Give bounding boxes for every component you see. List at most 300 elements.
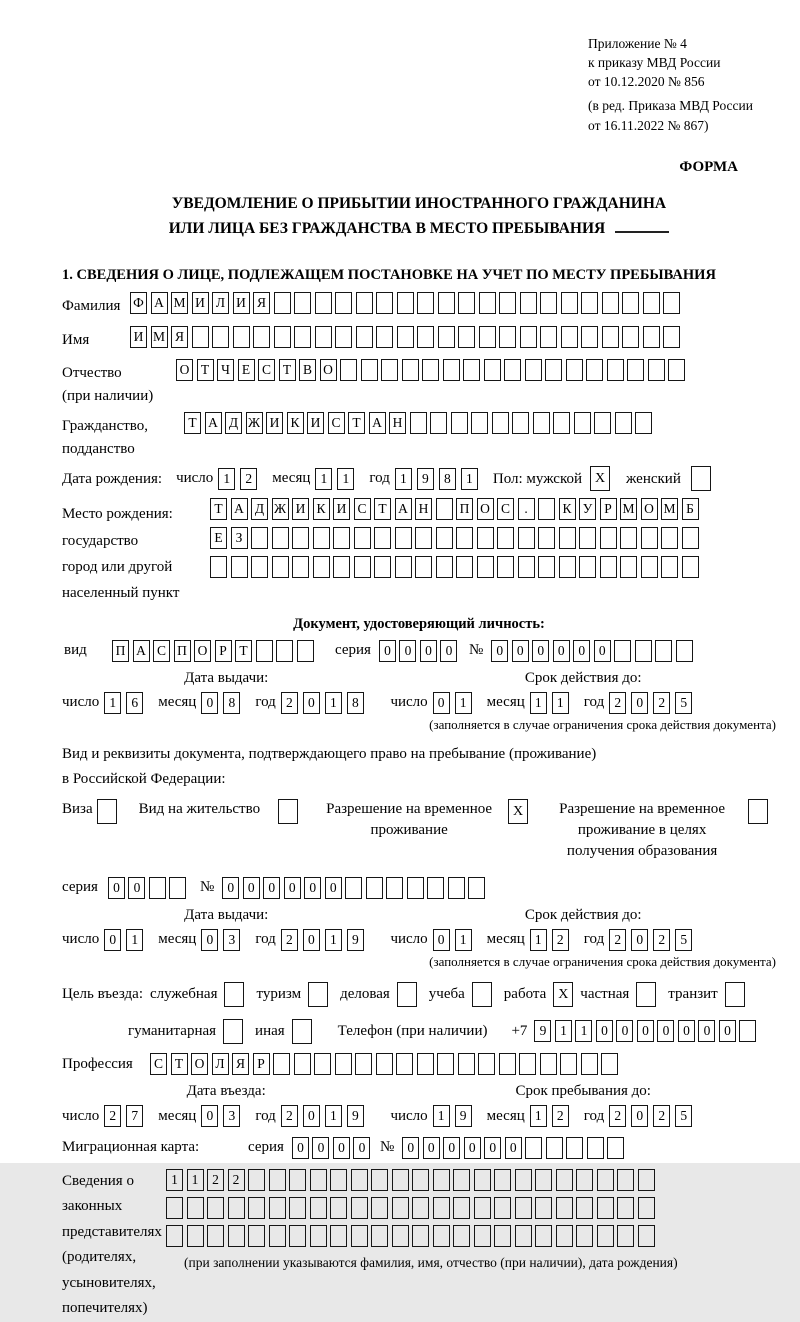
char-box[interactable]: 0 [637, 1020, 654, 1042]
char-box[interactable] [417, 1053, 434, 1075]
char-box[interactable]: 0 [596, 1020, 613, 1042]
char-box[interactable]: 0 [616, 1020, 633, 1042]
char-box[interactable] [330, 1169, 347, 1191]
char-box[interactable]: 1 [455, 929, 472, 951]
char-box[interactable]: 3 [223, 929, 240, 951]
stay-issue-month[interactable] [201, 929, 245, 951]
char-box[interactable] [576, 1197, 593, 1219]
char-box[interactable] [297, 640, 314, 662]
char-box[interactable] [351, 1225, 368, 1247]
char-box[interactable] [538, 556, 555, 578]
stay-until-month[interactable] [530, 1105, 574, 1127]
char-box[interactable] [313, 556, 330, 578]
char-box[interactable] [356, 292, 373, 314]
char-box[interactable] [620, 556, 637, 578]
char-box[interactable] [335, 1053, 352, 1075]
char-box[interactable]: 2 [281, 692, 298, 714]
char-box[interactable] [518, 527, 535, 549]
char-box[interactable] [576, 1169, 593, 1191]
char-box[interactable]: И [130, 326, 147, 348]
char-box[interactable]: 0 [402, 1137, 419, 1159]
char-box[interactable] [294, 1053, 311, 1075]
char-box[interactable] [330, 1197, 347, 1219]
char-box[interactable]: 0 [399, 640, 416, 662]
purpose-study-checkbox[interactable] [472, 982, 492, 1007]
char-box[interactable]: П [112, 640, 129, 662]
char-box[interactable]: Т [235, 640, 252, 662]
char-box[interactable]: 1 [325, 1105, 342, 1127]
char-box[interactable] [294, 326, 311, 348]
char-box[interactable]: 2 [552, 929, 569, 951]
char-box[interactable]: Ж [246, 412, 263, 434]
char-box[interactable]: 0 [104, 929, 121, 951]
char-box[interactable]: . [518, 498, 535, 520]
char-box[interactable] [395, 527, 412, 549]
char-box[interactable]: 0 [464, 1137, 481, 1159]
char-box[interactable]: М [171, 292, 188, 314]
char-box[interactable]: Ж [272, 498, 289, 520]
char-box[interactable] [166, 1197, 183, 1219]
char-box[interactable]: Т [348, 412, 365, 434]
char-box[interactable]: 9 [455, 1105, 472, 1127]
char-box[interactable]: 1 [461, 468, 478, 490]
char-box[interactable]: 5 [675, 929, 692, 951]
char-box[interactable] [453, 1169, 470, 1191]
char-box[interactable] [614, 640, 631, 662]
char-box[interactable] [474, 1225, 491, 1247]
char-box[interactable]: А [231, 498, 248, 520]
char-box[interactable]: С [153, 640, 170, 662]
char-box[interactable] [228, 1225, 245, 1247]
char-box[interactable]: Н [415, 498, 432, 520]
char-box[interactable]: Т [374, 498, 391, 520]
char-box[interactable]: 2 [240, 468, 257, 490]
char-box[interactable]: 0 [333, 1137, 350, 1159]
char-box[interactable] [478, 1053, 495, 1075]
char-box[interactable]: 1 [337, 468, 354, 490]
char-box[interactable]: 5 [675, 1105, 692, 1127]
char-box[interactable]: 0 [678, 1020, 695, 1042]
purpose-humanitarian-checkbox[interactable] [223, 1019, 243, 1044]
char-box[interactable] [207, 1225, 224, 1247]
char-box[interactable] [314, 1053, 331, 1075]
char-box[interactable]: 1 [555, 1020, 572, 1042]
citizenship-field[interactable] [184, 412, 656, 434]
char-box[interactable]: 0 [353, 1137, 370, 1159]
char-box[interactable] [415, 556, 432, 578]
char-box[interactable] [376, 326, 393, 348]
char-box[interactable] [576, 1225, 593, 1247]
char-box[interactable] [438, 326, 455, 348]
char-box[interactable] [402, 359, 419, 381]
char-box[interactable] [315, 292, 332, 314]
char-box[interactable] [273, 1053, 290, 1075]
char-box[interactable]: 0 [420, 640, 437, 662]
char-box[interactable]: У [579, 498, 596, 520]
char-box[interactable] [248, 1169, 265, 1191]
char-box[interactable] [456, 556, 473, 578]
char-box[interactable] [292, 556, 309, 578]
char-box[interactable] [622, 292, 639, 314]
char-box[interactable] [655, 640, 672, 662]
char-box[interactable] [520, 326, 537, 348]
char-box[interactable]: И [333, 498, 350, 520]
char-box[interactable]: 9 [347, 1105, 364, 1127]
char-box[interactable]: 1 [325, 929, 342, 951]
char-box[interactable]: 9 [347, 929, 364, 951]
purpose-business-checkbox[interactable] [397, 982, 417, 1007]
purpose-work-checkbox[interactable]: X [553, 982, 573, 1007]
char-box[interactable] [458, 1053, 475, 1075]
char-box[interactable]: 2 [653, 1105, 670, 1127]
stay-issue-day[interactable] [104, 929, 148, 951]
char-box[interactable]: 0 [553, 640, 570, 662]
char-box[interactable] [458, 326, 475, 348]
char-box[interactable] [468, 877, 485, 899]
char-box[interactable] [607, 1137, 624, 1159]
char-box[interactable] [499, 292, 516, 314]
char-box[interactable] [545, 359, 562, 381]
char-box[interactable] [586, 359, 603, 381]
char-box[interactable]: 0 [433, 929, 450, 951]
phone-field[interactable] [534, 1020, 760, 1042]
char-box[interactable] [535, 1169, 552, 1191]
id-issue-month[interactable] [201, 692, 245, 714]
char-box[interactable]: 0 [303, 929, 320, 951]
char-box[interactable]: С [150, 1053, 167, 1075]
char-box[interactable]: Л [212, 1053, 229, 1075]
char-box[interactable] [471, 412, 488, 434]
char-box[interactable] [333, 556, 350, 578]
id-doc-type-field[interactable] [112, 640, 317, 662]
id-valid-day[interactable] [433, 692, 477, 714]
char-box[interactable] [615, 412, 632, 434]
char-box[interactable] [540, 326, 557, 348]
char-box[interactable] [453, 1225, 470, 1247]
char-box[interactable]: Н [389, 412, 406, 434]
char-box[interactable] [540, 1053, 557, 1075]
char-box[interactable] [396, 1053, 413, 1075]
birth-day-field[interactable] [218, 468, 262, 490]
char-box[interactable] [535, 1197, 552, 1219]
char-box[interactable]: М [151, 326, 168, 348]
char-box[interactable] [525, 1137, 542, 1159]
char-box[interactable] [417, 326, 434, 348]
char-box[interactable] [682, 527, 699, 549]
char-box[interactable] [641, 527, 658, 549]
char-box[interactable] [494, 1169, 511, 1191]
char-box[interactable]: 0 [303, 692, 320, 714]
char-box[interactable]: О [477, 498, 494, 520]
char-box[interactable] [436, 498, 453, 520]
representatives-row1[interactable] [166, 1169, 678, 1191]
char-box[interactable] [361, 359, 378, 381]
char-box[interactable] [187, 1225, 204, 1247]
char-box[interactable]: А [205, 412, 222, 434]
char-box[interactable] [638, 1225, 655, 1247]
char-box[interactable]: 2 [552, 1105, 569, 1127]
char-box[interactable]: И [292, 498, 309, 520]
char-box[interactable]: В [299, 359, 316, 381]
char-box[interactable]: 2 [609, 929, 626, 951]
char-box[interactable] [456, 527, 473, 549]
char-box[interactable]: 0 [292, 1137, 309, 1159]
char-box[interactable]: 1 [325, 692, 342, 714]
char-box[interactable]: 2 [281, 1105, 298, 1127]
char-box[interactable] [392, 1169, 409, 1191]
char-box[interactable]: 1 [104, 692, 121, 714]
char-box[interactable]: Д [251, 498, 268, 520]
char-box[interactable]: А [395, 498, 412, 520]
char-box[interactable] [494, 1225, 511, 1247]
char-box[interactable]: 0 [631, 1105, 648, 1127]
char-box[interactable] [474, 1197, 491, 1219]
char-box[interactable]: 2 [653, 929, 670, 951]
char-box[interactable] [335, 326, 352, 348]
stay-number-field[interactable] [222, 877, 489, 899]
char-box[interactable]: З [231, 527, 248, 549]
char-box[interactable] [330, 1225, 347, 1247]
entry-day[interactable] [104, 1105, 148, 1127]
char-box[interactable] [192, 326, 209, 348]
char-box[interactable]: Ф [130, 292, 147, 314]
char-box[interactable] [518, 556, 535, 578]
char-box[interactable] [274, 292, 291, 314]
char-box[interactable] [422, 359, 439, 381]
char-box[interactable]: 7 [126, 1105, 143, 1127]
char-box[interactable]: 2 [104, 1105, 121, 1127]
char-box[interactable]: С [354, 498, 371, 520]
char-box[interactable] [638, 1169, 655, 1191]
char-box[interactable] [556, 1169, 573, 1191]
char-box[interactable] [412, 1225, 429, 1247]
char-box[interactable]: А [369, 412, 386, 434]
char-box[interactable] [433, 1169, 450, 1191]
char-box[interactable]: 0 [312, 1137, 329, 1159]
char-box[interactable] [392, 1197, 409, 1219]
char-box[interactable] [594, 412, 611, 434]
char-box[interactable]: 2 [653, 692, 670, 714]
char-box[interactable] [269, 1197, 286, 1219]
char-box[interactable] [417, 292, 434, 314]
char-box[interactable]: 0 [108, 877, 125, 899]
char-box[interactable] [739, 1020, 756, 1042]
char-box[interactable] [668, 359, 685, 381]
char-box[interactable] [386, 877, 403, 899]
char-box[interactable]: А [151, 292, 168, 314]
char-box[interactable]: 0 [631, 692, 648, 714]
char-box[interactable]: 0 [440, 640, 457, 662]
char-box[interactable] [392, 1225, 409, 1247]
char-box[interactable]: 2 [228, 1169, 245, 1191]
char-box[interactable] [310, 1225, 327, 1247]
char-box[interactable] [458, 292, 475, 314]
char-box[interactable] [600, 527, 617, 549]
char-box[interactable]: 0 [505, 1137, 522, 1159]
char-box[interactable]: О [176, 359, 193, 381]
char-box[interactable]: 0 [573, 640, 590, 662]
char-box[interactable]: П [456, 498, 473, 520]
char-box[interactable]: К [287, 412, 304, 434]
char-box[interactable] [581, 326, 598, 348]
char-box[interactable] [540, 292, 557, 314]
char-box[interactable] [272, 527, 289, 549]
char-box[interactable] [315, 326, 332, 348]
char-box[interactable] [663, 326, 680, 348]
char-box[interactable]: Ч [217, 359, 234, 381]
char-box[interactable] [533, 412, 550, 434]
char-box[interactable] [437, 1053, 454, 1075]
char-box[interactable]: 0 [243, 877, 260, 899]
char-box[interactable] [477, 527, 494, 549]
char-box[interactable] [335, 292, 352, 314]
char-box[interactable]: 0 [631, 929, 648, 951]
char-box[interactable] [149, 877, 166, 899]
birthplace-row2[interactable] [210, 527, 702, 549]
char-box[interactable]: 2 [609, 692, 626, 714]
char-box[interactable]: 1 [395, 468, 412, 490]
char-box[interactable] [355, 1053, 372, 1075]
char-box[interactable] [499, 1053, 516, 1075]
char-box[interactable] [617, 1225, 634, 1247]
char-box[interactable]: 0 [284, 877, 301, 899]
char-box[interactable] [436, 556, 453, 578]
char-box[interactable] [340, 359, 357, 381]
char-box[interactable] [581, 1053, 598, 1075]
char-box[interactable]: 0 [325, 877, 342, 899]
char-box[interactable]: Т [197, 359, 214, 381]
char-box[interactable] [484, 359, 501, 381]
char-box[interactable] [601, 1053, 618, 1075]
char-box[interactable] [661, 527, 678, 549]
char-box[interactable] [430, 412, 447, 434]
char-box[interactable] [371, 1197, 388, 1219]
purpose-other-checkbox[interactable] [292, 1019, 312, 1044]
char-box[interactable] [602, 326, 619, 348]
char-box[interactable]: Р [253, 1053, 270, 1075]
purpose-transit-checkbox[interactable] [725, 982, 745, 1007]
char-box[interactable] [374, 527, 391, 549]
char-box[interactable] [559, 527, 576, 549]
char-box[interactable] [622, 326, 639, 348]
char-box[interactable]: 0 [657, 1020, 674, 1042]
char-box[interactable] [289, 1197, 306, 1219]
char-box[interactable]: 1 [433, 1105, 450, 1127]
char-box[interactable]: 0 [594, 640, 611, 662]
char-box[interactable]: 0 [304, 877, 321, 899]
char-box[interactable] [438, 292, 455, 314]
char-box[interactable] [412, 1197, 429, 1219]
char-box[interactable] [289, 1225, 306, 1247]
char-box[interactable] [351, 1197, 368, 1219]
char-box[interactable]: 6 [126, 692, 143, 714]
char-box[interactable] [371, 1169, 388, 1191]
char-box[interactable] [635, 640, 652, 662]
char-box[interactable]: Р [600, 498, 617, 520]
char-box[interactable] [207, 1197, 224, 1219]
char-box[interactable] [499, 326, 516, 348]
char-box[interactable] [512, 412, 529, 434]
char-box[interactable] [556, 1225, 573, 1247]
entry-month[interactable] [201, 1105, 245, 1127]
char-box[interactable] [556, 1197, 573, 1219]
char-box[interactable] [248, 1197, 265, 1219]
surname-field[interactable] [130, 292, 684, 314]
char-box[interactable] [256, 640, 273, 662]
char-box[interactable] [520, 292, 537, 314]
sex-male-checkbox[interactable]: X [590, 466, 610, 491]
char-box[interactable] [617, 1197, 634, 1219]
char-box[interactable] [233, 326, 250, 348]
char-box[interactable] [354, 556, 371, 578]
char-box[interactable] [492, 412, 509, 434]
char-box[interactable] [253, 326, 270, 348]
char-box[interactable] [448, 877, 465, 899]
representatives-row2[interactable] [166, 1197, 678, 1219]
char-box[interactable]: О [320, 359, 337, 381]
birthplace-row3[interactable] [210, 556, 702, 578]
char-box[interactable] [566, 1137, 583, 1159]
char-box[interactable]: 1 [530, 692, 547, 714]
stay-valid-year[interactable] [609, 929, 697, 951]
char-box[interactable]: 0 [222, 877, 239, 899]
char-box[interactable]: 0 [128, 877, 145, 899]
char-box[interactable] [187, 1197, 204, 1219]
char-box[interactable]: 8 [223, 692, 240, 714]
char-box[interactable]: 2 [609, 1105, 626, 1127]
char-box[interactable]: 9 [417, 468, 434, 490]
char-box[interactable]: 1 [126, 929, 143, 951]
char-box[interactable] [412, 1169, 429, 1191]
char-box[interactable] [366, 877, 383, 899]
char-box[interactable]: 0 [201, 692, 218, 714]
char-box[interactable] [494, 1197, 511, 1219]
stay-valid-day[interactable] [433, 929, 477, 951]
char-box[interactable]: Л [212, 292, 229, 314]
char-box[interactable]: 0 [719, 1020, 736, 1042]
char-box[interactable] [313, 527, 330, 549]
temp-residence-edu-checkbox[interactable] [748, 799, 768, 824]
char-box[interactable] [274, 326, 291, 348]
char-box[interactable] [433, 1225, 450, 1247]
char-box[interactable]: 1 [575, 1020, 592, 1042]
id-valid-year[interactable] [609, 692, 697, 714]
char-box[interactable]: Т [279, 359, 296, 381]
stay-until-year[interactable] [609, 1105, 697, 1127]
char-box[interactable] [453, 1197, 470, 1219]
char-box[interactable]: 0 [443, 1137, 460, 1159]
char-box[interactable] [676, 640, 693, 662]
char-box[interactable] [376, 1053, 393, 1075]
char-box[interactable] [276, 640, 293, 662]
char-box[interactable] [574, 412, 591, 434]
char-box[interactable] [345, 877, 362, 899]
char-box[interactable]: О [641, 498, 658, 520]
char-box[interactable] [415, 527, 432, 549]
char-box[interactable]: 0 [433, 692, 450, 714]
stay-valid-month[interactable] [530, 929, 574, 951]
char-box[interactable] [397, 292, 414, 314]
char-box[interactable]: С [328, 412, 345, 434]
char-box[interactable] [538, 498, 555, 520]
id-issue-day[interactable] [104, 692, 148, 714]
char-box[interactable]: А [133, 640, 150, 662]
char-box[interactable]: И [266, 412, 283, 434]
char-box[interactable]: 0 [512, 640, 529, 662]
birth-month-field[interactable] [315, 468, 359, 490]
id-valid-month[interactable] [530, 692, 574, 714]
char-box[interactable] [272, 556, 289, 578]
